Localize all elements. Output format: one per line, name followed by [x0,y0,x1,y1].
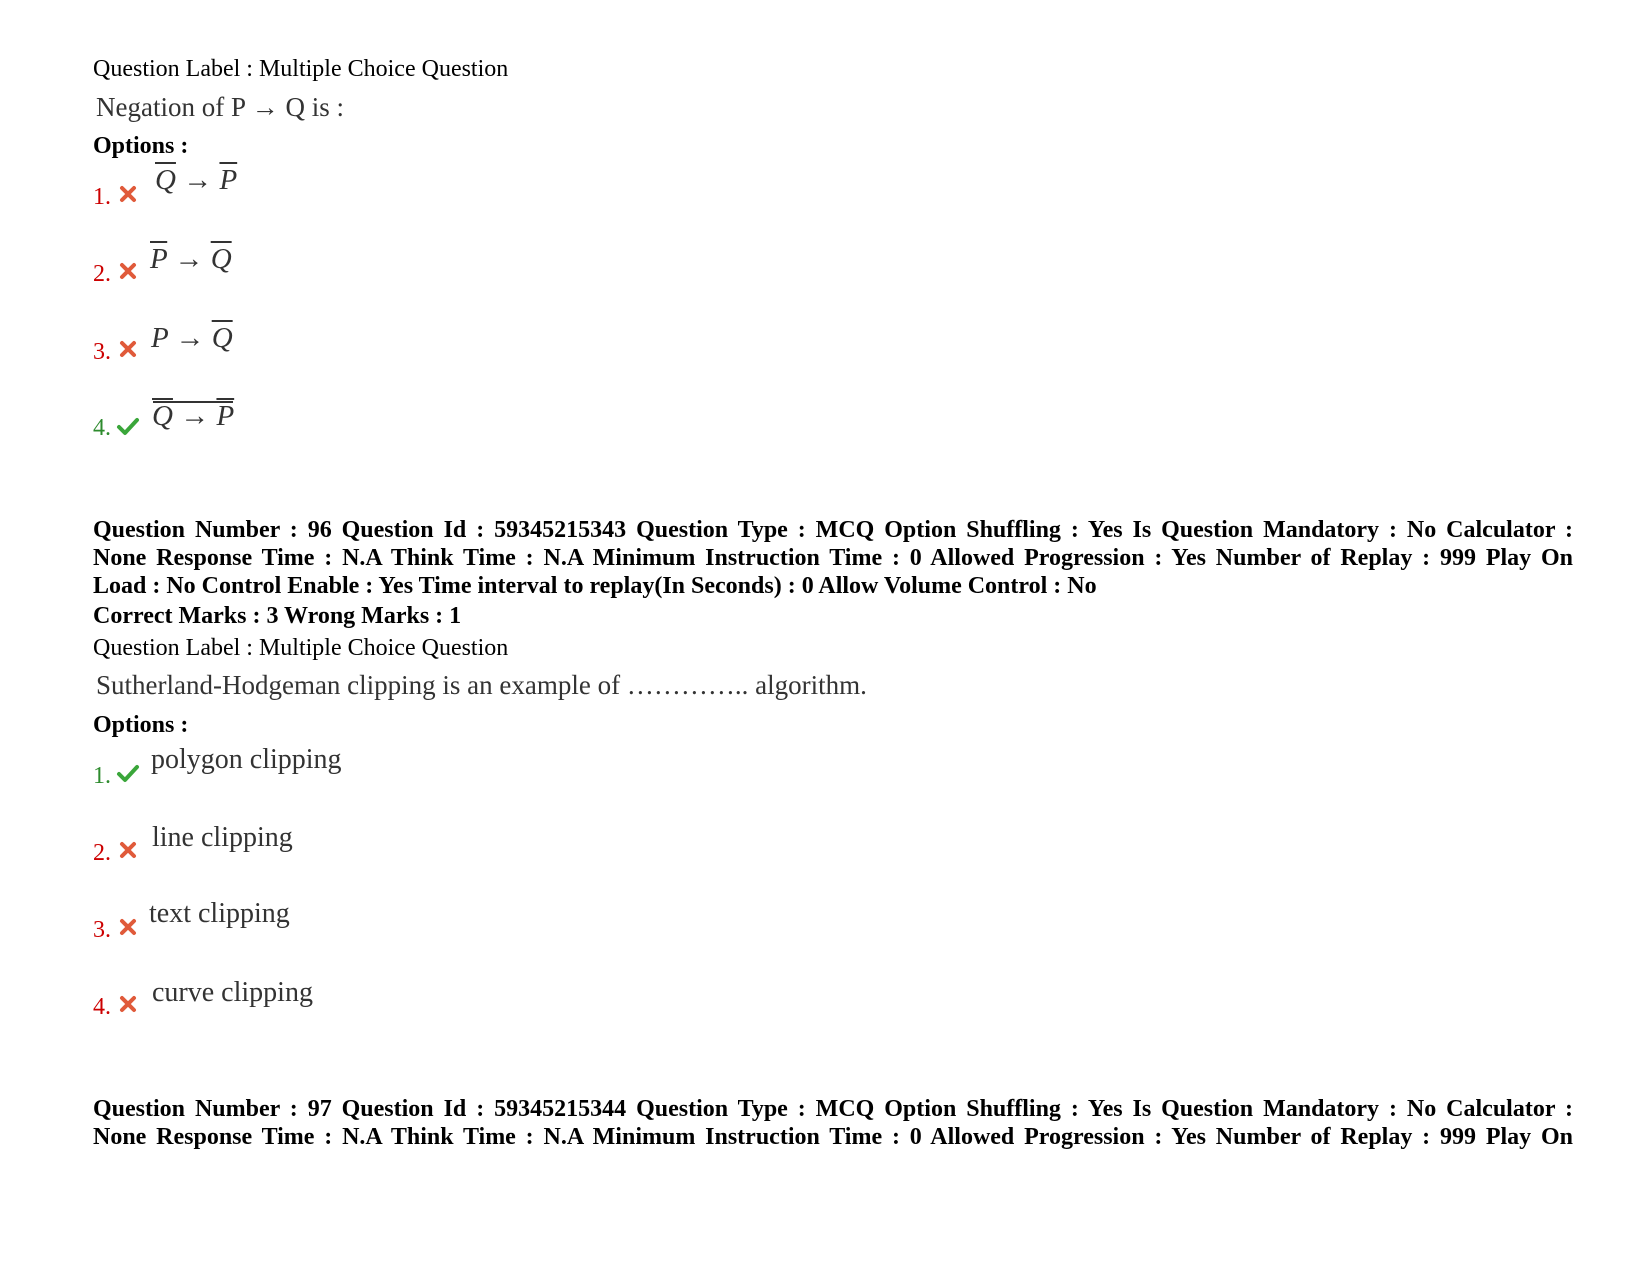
option-text: line clipping [152,822,293,853]
option-math [150,243,232,276]
option-math [155,164,237,197]
cross-icon [118,840,138,860]
question-meta [93,516,1573,600]
check-icon [116,416,140,436]
meta-line: None Response Time : N.A Think Time : N.A Minimum Instruction Time : 0 Allowed Progression : Yes Number of Replay : 999 Play On [93,1124,1573,1150]
option-number: 1. [93,763,111,789]
question-text: Sutherland-Hodgeman clipping is an example of ………….. algorithm. [96,670,867,700]
meta-line: Load : No Control Enable : Yes Time interval to replay(In Seconds) : 0 Allow Volume Control : No [93,573,1097,599]
math-operand: $\overline{P}$ [150,243,168,275]
meta-line: Question Number : 97 Question Id : 59345215344 Question Type : MCQ Option Shuffling : Yes Is Question Mandatory : No Calculator : [93,1096,1573,1122]
option-number: 3. [93,917,111,943]
question-meta [93,1095,1573,1151]
check-icon [116,763,140,783]
option-number: 3. [93,339,111,365]
option-number: 4. [93,994,111,1020]
cross-icon [118,917,138,937]
options-heading: Options : [93,712,189,738]
option-number: 1. [93,184,111,210]
options-heading: Options : [93,133,189,159]
math-operand: $\overline{Q}$ [210,243,232,275]
option-math [151,322,233,355]
arrow-symbol: → [174,243,204,275]
cross-icon [118,261,138,281]
meta-line: None Response Time : N.A Think Time : N.A Minimum Instruction Time : 0 Allowed Progression : Yes Number of Replay : 999 Play On [93,545,1573,571]
option-number: 2. [93,261,111,287]
arrow-symbol: → [175,322,205,354]
cross-icon [118,994,138,1014]
option-text: polygon clipping [151,744,342,775]
question-label: Question Label : Multiple Choice Question [93,56,509,82]
question-text [96,92,344,123]
option-number: 4. [93,415,111,441]
option-math [152,400,234,433]
marks-info: Correct Marks : 3 Wrong Marks : 1 [93,603,462,629]
math-operand: $\overline{Q}$ [152,400,173,432]
cross-icon [118,339,138,359]
math-operand: $\overline{P}$ [219,164,238,196]
math-operand: $\overline{P}$ [216,400,235,432]
meta-line: Question Number : 96 Question Id : 59345215343 Question Type : MCQ Option Shuffling : Yes Is Question Mandatory : No Calculator : [93,517,1573,543]
question-text-content: Negation of P → Q is : [96,92,344,122]
arrow-symbol: → [180,400,210,432]
cross-icon [118,184,138,204]
math-operand: $\overline{Q}$ [155,164,176,196]
math-operand: P [151,322,169,354]
option-text: text clipping [149,898,290,929]
question-label: Question Label : Multiple Choice Question [93,635,509,661]
option-number: 2. [93,840,111,866]
math-operand: $\overline{Q}$ [211,322,233,354]
arrow-symbol: → [183,164,213,196]
option-text: curve clipping [152,977,313,1008]
